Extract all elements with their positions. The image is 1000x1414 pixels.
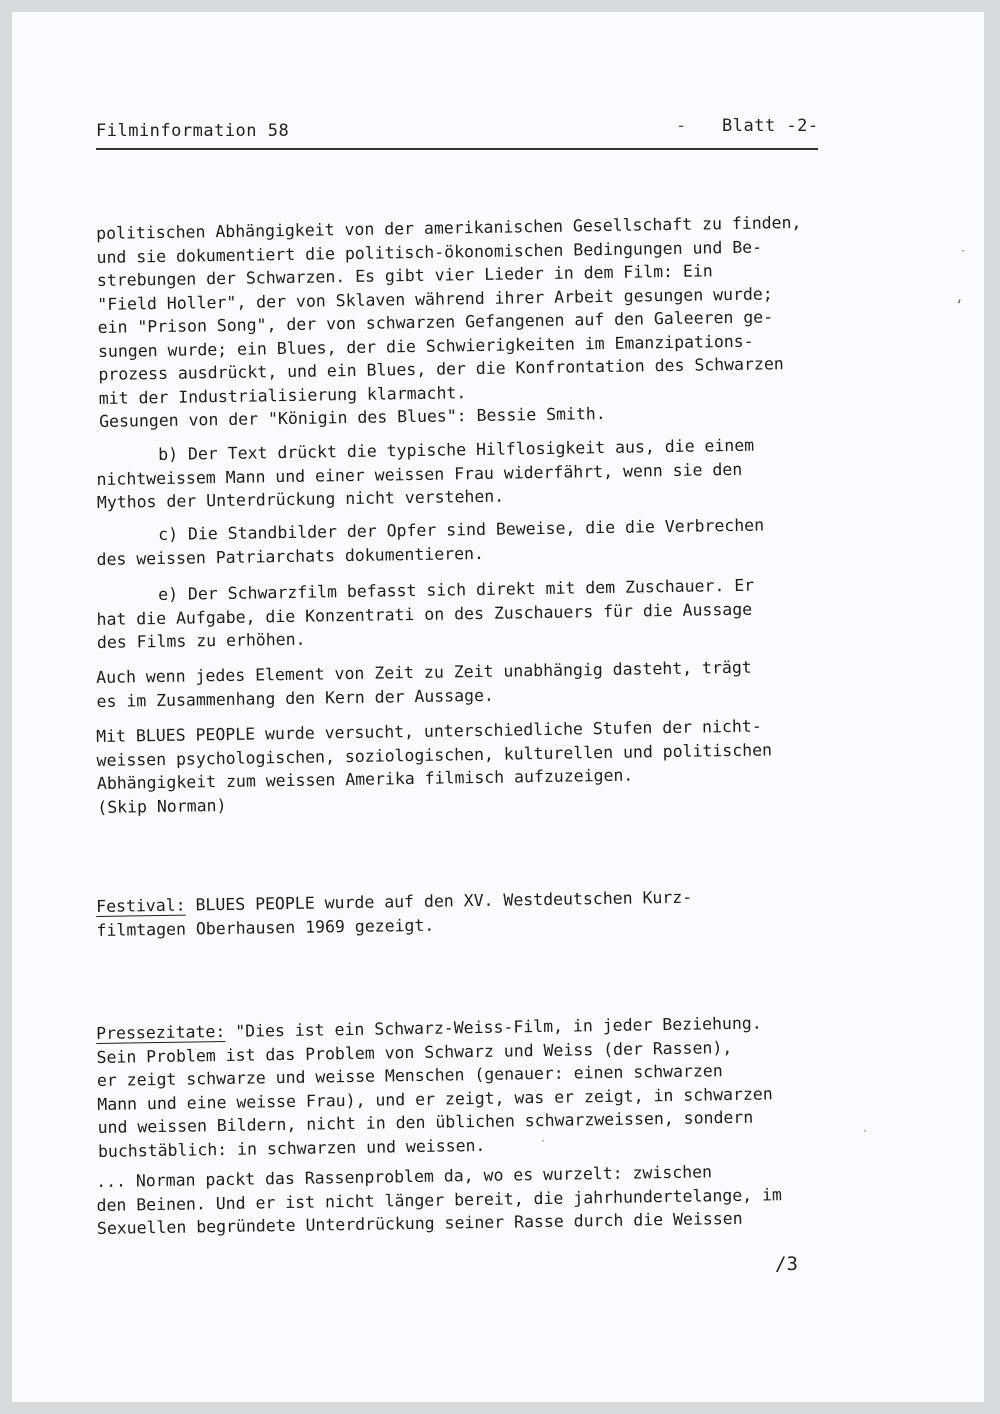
text-line: er zeigt schwarze und weisse Menschen (genauer: einen schwarzen [96, 1061, 723, 1090]
text-line: c) Die Standbilder der Opfer sind Beweise, die die Verbrechen [158, 515, 765, 545]
text-line: Gesungen von der "Königin des Blues": Bessie Smith. [98, 404, 606, 431]
paragraph-intro [96, 210, 839, 433]
text-line: Abhängigkeit zum weissen Amerika filmisch aufzuzeigen. [96, 765, 634, 793]
text-line: strebungen der Schwarzen. Es gibt vier Lieder in dem Film: Ein [96, 261, 713, 290]
text-line: den Beinen. Und er ist nicht länger bereit, die jahrhundertelange, im [96, 1184, 783, 1215]
text-line: b) Der Text drückt die typische Hilflosigkeit aus, die einem [158, 435, 755, 465]
header-dash: - [676, 116, 687, 136]
text-line: filmtagen Oberhausen 1969 gezeigt. [96, 915, 435, 940]
text-line: ein "Prison Song", der von schwarzen Gefangenen auf den Galeeren ge- [97, 307, 774, 337]
text-line: Auch wenn jedes Element von Zeit zu Zeit unabhängig dasteht, trägt [96, 657, 752, 687]
text-line: Sexuellen begründete Unterdrückung seiner Rasse durch die Weissen [96, 1208, 743, 1238]
scan-speck: ‘ [955, 298, 964, 314]
text-line: weissen psychologischen, soziologischen, kulturellen und politischen [96, 739, 773, 770]
scan-speck: · [960, 246, 967, 257]
text-line: buchstäblich: in schwarzen und weissen. [97, 1135, 486, 1161]
text-line: Sein Problem ist das Problem von Schwarz und Weiss (der Rassen), [96, 1037, 733, 1067]
paragraph-b [96, 432, 837, 514]
press-quotes-label: Pressezitate: [96, 1021, 226, 1043]
festival-label: Festival: [96, 895, 186, 916]
paragraph-norman [96, 1158, 837, 1240]
header-rule [96, 148, 818, 150]
text-line: des weissen Patriarchats dokumentieren. [96, 543, 485, 569]
scan-speck: · [862, 1126, 869, 1137]
header-page-number: Blatt -2- [722, 116, 819, 136]
text-line: Mann und eine weisse Frau), und er zeigt, was er zeigt, in schwarzen [97, 1083, 773, 1114]
text-line: BLUES PEOPLE wurde auf den XV. Westdeutschen Kurz- [195, 887, 693, 915]
text-line: e) Der Schwarzfilm befasst sich direkt mit dem Zuschauer. Er [158, 575, 755, 605]
text-line: ... Norman packt das Rassenproblem da, wo es wurzelt: zwischen [96, 1162, 713, 1191]
text-line: "Dies ist ein Schwarz-Weiss-Film, in jeder Beziehung. [235, 1013, 762, 1041]
text-line: hat die Aufgabe, die Konzentrati on des Zuschauers für die Aussage [96, 599, 753, 629]
text-line: und sie dokumentiert die politisch-ökonomischen Bedingungen und Be- [96, 237, 763, 267]
author-credit: (Skip Norman) [97, 795, 227, 817]
next-page-reference: /3 [775, 1253, 798, 1275]
paragraph-e [96, 572, 837, 654]
text-line: Mythos der Unterdrückung nicht verstehen. [96, 486, 505, 512]
text-line: mit der Industrialisierung klarmacht. [98, 382, 467, 408]
text-line: prozess ausdrückt, und ein Blues, der die Konfrontation des Schwarzen [98, 354, 784, 384]
paragraph-mit-blues-people [96, 713, 837, 819]
scan-speck: · [540, 1136, 547, 1147]
text-line: es im Zusammenhang den Kern der Aussage. [96, 685, 495, 711]
press-quotes-section [96, 1010, 838, 1163]
text-line: nichtweissem Mann und einer weissen Frau widerfährt, wenn sie den [96, 459, 743, 489]
text-line: "Field Holler", der von Sklaven während ihrer Arbeit gesungen wurde; [97, 283, 773, 314]
header-title: Filminformation 58 [96, 121, 290, 141]
text-line: des Films zu erhöhen. [96, 629, 306, 652]
text-line: sungen wurde; ein Blues, der die Schwierigkeiten im Emanzipations- [97, 331, 754, 361]
text-line: Mit BLUES PEOPLE wurde versucht, unterschiedliche Stufen der nicht- [96, 716, 762, 746]
text-line: politischen Abhängigkeit von der amerikanischen Gesellschaft zu finden, [96, 212, 802, 243]
text-line: und weissen Bildern, nicht in den üblichen schwarzweissen, sondern [97, 1107, 754, 1137]
